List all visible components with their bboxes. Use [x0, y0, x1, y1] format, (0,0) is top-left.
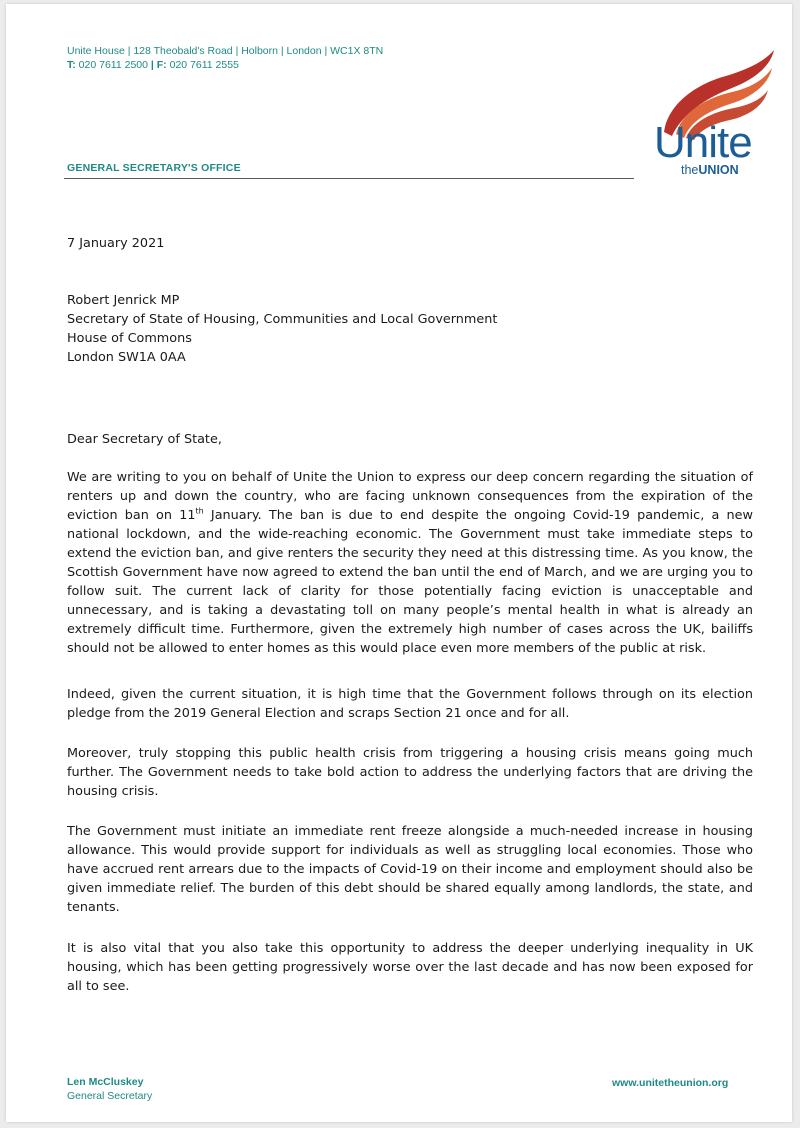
paragraph-2: Indeed, given the current situation, it is high time that the Government follows through on its election pledge from the 2019 General Election and scraps Section 21 once and for all.: [67, 687, 753, 721]
fax-number: 020 7611 2555: [169, 59, 239, 71]
logo-wordmark: Unite: [654, 118, 752, 167]
logo-tagline: [681, 163, 739, 177]
paragraph-3: Moreover, truly stopping this public health crisis from triggering a housing crisis means going much further. The Government needs to take bold action to address the underlying factors that are driving the housing crisis.: [67, 746, 753, 799]
contact-separator: |: [150, 59, 154, 71]
letterhead-contact: [67, 58, 383, 72]
paragraph-4: The Government must initiate an immediate rent freeze alongside a much-needed increase in housing allowance. This would provide support for individuals as well as struggling local economies. Those who have accrued rent arrears due to the impacts of Covid-19 on their income and employment should also be given immediate relief. The burden of this debt should be shared equally among landlords, the state, and tenants.: [67, 824, 753, 915]
fax-label: F:: [156, 59, 167, 71]
footer-signatory-name: Len McCluskey: [67, 1076, 144, 1088]
addressee-block: [67, 291, 497, 367]
letterhead-address-block: [67, 44, 383, 72]
paragraph-1-text-a: We are writing to you on behalf of Unite the Union to express our deep concern regarding the situation of renters up and down the country, who are facing unknown consequences from the expiration of the eviction ban on 11: [67, 470, 753, 523]
phone-number: 020 7611 2500: [78, 59, 148, 71]
header-divider: [64, 178, 634, 179]
logo-tag-union: UNION: [698, 163, 739, 177]
addressee-line: London SW1A 0AA: [67, 350, 186, 365]
addressee-line: Secretary of State of Housing, Communities and Local Government: [67, 312, 498, 327]
phone-label: T:: [67, 59, 76, 71]
addressee-line: House of Commons: [67, 331, 192, 346]
footer-signatory-title: General Secretary: [67, 1090, 153, 1102]
letter-date: 7 January 2021: [67, 236, 165, 251]
paragraph-1-text-b: January. The ban is due to end despite the ongoing Covid-19 pandemic, a new national lockdown, and the wide-reaching economic. The Government must take immediate steps to extend the eviction ban, and give renters the security they need at this distressing time. As you know, the Scottish Government have now agreed to extend the ban until the end of March, and we are urging you to follow suit. The current lack of clarity for those potentially facing eviction is unacceptable and unnecessary, and is taking a devastating toll on many people’s mental health in what is already an extremely difficult time. Furthermore, given the extremely high number of cases across the UK, bailiffs should not be allowed to enter homes as this would place even more members of the public at risk.: [67, 508, 753, 656]
paragraph-5: It is also vital that you also take this opportunity to address the deeper underlying inequality in UK housing, which has been getting progressively worse over the last decade and has now been exposed for all to see.: [67, 941, 753, 994]
logo-tag-the: the: [681, 163, 699, 177]
letter-page: [6, 4, 792, 1122]
ordinal-suffix: th: [195, 506, 204, 516]
office-heading: GENERAL SECRETARY'S OFFICE: [67, 162, 241, 174]
footer-website-link[interactable]: www.unitetheunion.org: [612, 1077, 729, 1089]
salutation: Dear Secretary of State,: [67, 432, 222, 447]
addressee-line: Robert Jenrick MP: [67, 293, 180, 308]
letterhead-address: Unite House | 128 Theobald's Road | Holborn | London | WC1X 8TN: [67, 45, 384, 57]
paragraph-1: [67, 468, 753, 658]
